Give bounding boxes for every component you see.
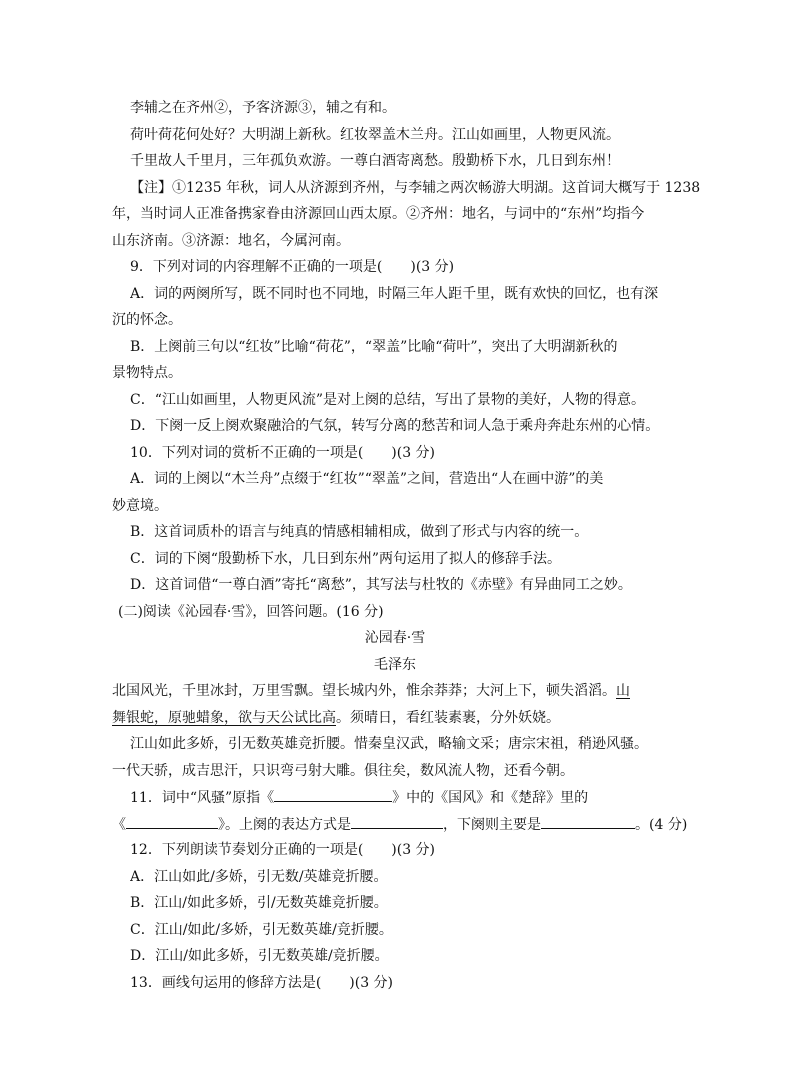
poem1-upper-stanza: 荷叶荷花何处好？大明湖上新秋。红妆翠盖木兰舟。江山如画里，人物更风流。 — [130, 127, 620, 143]
q11-text-4: 》。上阕的表达方式是 — [218, 817, 351, 833]
underlined-sentence-part2: 舞银蛇，原驰蜡象，欲与天公试比高 — [112, 710, 336, 726]
q9-option-b-line1: B．上阕前三句以“红妆”比喻“荷花”，“翠盖”比喻“荷叶”，突出了大明湖新秋的 — [130, 339, 618, 355]
poem2-upper-text-2: 。须晴日，看红装素裹，分外妖娆。 — [336, 710, 560, 726]
poem2-upper-line2 — [112, 708, 712, 728]
q9-stem: 9．下列对词的内容理解不正确的一项是( )(3 分) — [130, 259, 455, 275]
q11-blank-3[interactable] — [351, 814, 443, 829]
q12-option-b: B．江山/如此多娇，引/无数英雄竞折腰。 — [130, 895, 388, 911]
underlined-sentence-part1: 山 — [616, 683, 630, 699]
q11-text-6: 。(4 分) — [635, 817, 688, 833]
q12-stem: 12．下列朗读节奏划分正确的一项是( )(3 分) — [130, 842, 436, 858]
q9-option-a-line2: 沉的怀念。 — [112, 312, 182, 328]
q12-option-d: D．江山/如此多娇，引无数英雄/竞折腰。 — [130, 948, 389, 964]
q10-option-d: D．这首词借“一尊白酒”寄托“离愁”，其写法与杜牧的《赤壁》有异曲同工之妙。 — [130, 577, 632, 593]
q10-option-b: B．这首词质朴的语言与纯真的情感相辅相成，做到了形式与内容的统一。 — [130, 524, 589, 540]
q10-option-c: C．词的下阕“殷勤桥下水，几日到东州”两句运用了拟人的修辞手法。 — [130, 551, 562, 567]
q11-line1 — [130, 787, 730, 807]
poem2-lower-line1: 江山如此多娇，引无数英雄竞折腰。惜秦皇汉武，略输文采；唐宗宋祖，稍逊风骚。 — [130, 736, 648, 752]
q11-blank-2[interactable] — [126, 814, 218, 829]
q11-blank-1[interactable] — [274, 787, 392, 802]
note-line-1: 【注】①1235 年秋，词人从济源到齐州，与李辅之两次畅游大明湖。这首词大概写于 1238 — [130, 180, 701, 196]
q11-text-3: 《 — [112, 817, 126, 833]
poem2-upper-line1 — [112, 681, 712, 701]
q9-option-d: D．下阕一反上阕欢聚融洽的气氛，转写分离的愁苦和词人急于乘舟奔赴东州的心情。 — [130, 418, 660, 434]
q11-text-1: 11．词中“风骚”原指《 — [130, 790, 275, 806]
q11-text-5: ，下阕则主要是 — [443, 817, 541, 833]
q9-option-c: C．“江山如画里，人物更风流”是对上阕的总结，写出了景物的美好，人物的得意。 — [130, 392, 646, 408]
q9-option-a-line1: A．词的两阕所写，既不同时也不同地，时隔三年人距千里，既有欢快的回忆，也有深 — [130, 286, 659, 302]
poem1-lower-stanza: 千里故人千里月，三年孤负欢游。一尊白酒寄离愁。殷勤桥下水，几日到东州！ — [130, 153, 620, 169]
poem2-lower-line2: 一代天骄，成吉思汗，只识弯弓射大雕。俱往矣，数风流人物，还看今朝。 — [112, 763, 574, 779]
poem2-author: 毛泽东 — [374, 657, 416, 673]
note-line-2: 年，当时词人正准备携家眷由济源回山西太原。②齐州：地名，与词中的“东州”均指今 — [112, 206, 645, 222]
poem2-title: 沁园春·雪 — [364, 630, 426, 646]
q11-text-2: 》中的《国风》和《楚辞》里的 — [392, 790, 589, 806]
q11-line2 — [112, 814, 712, 834]
q12-option-c: C．江山/如此/多娇，引无数英雄/竞折腰。 — [130, 922, 393, 938]
q9-option-b-line2: 景物特点。 — [112, 365, 182, 381]
q10-option-a-line1: A．词的上阕以“木兰舟”点缀于“红妆”“翠盖”之间，营造出“人在画中游”的美 — [130, 471, 604, 487]
section2-heading: (二)阅读《沁园春·雪》，回答问题。(16 分) — [118, 604, 384, 620]
poem1-preface: 李辅之在齐州②，予客济源③，辅之有和。 — [130, 100, 396, 116]
q13-stem: 13．画线句运用的修辞方法是( )(3 分) — [130, 975, 394, 991]
q11-blank-4[interactable] — [541, 814, 635, 829]
q12-option-a: A．江山如此/多娇，引无数/英雄竞折腰。 — [130, 869, 388, 885]
poem2-upper-text-1: 北国风光，千里冰封，万里雪飘。望长城内外，惟余莽莽；大河上下，顿失滔滔。 — [112, 683, 616, 699]
q10-option-a-line2: 妙意境。 — [112, 498, 168, 514]
q10-stem: 10．下列对词的赏析不正确的一项是( )(3 分) — [130, 445, 436, 461]
note-line-3: 山东济南。③济源：地名，今属河南。 — [112, 233, 350, 249]
